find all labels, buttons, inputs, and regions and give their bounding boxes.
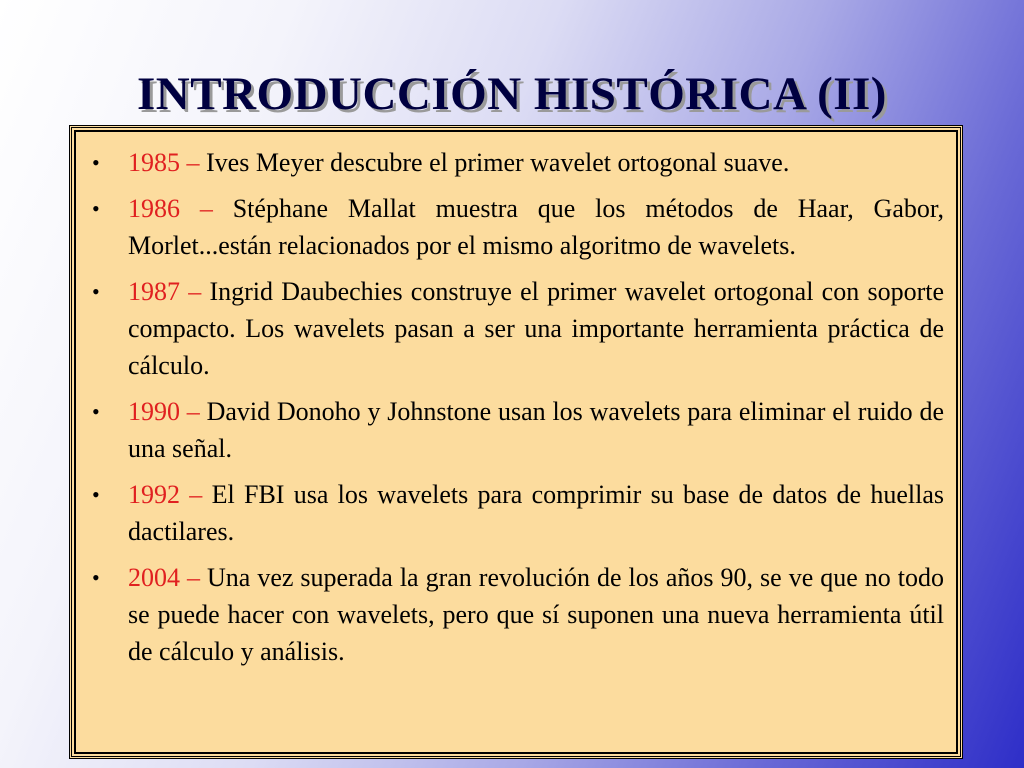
year-label: 1985 – xyxy=(128,148,200,177)
bullet-icon: • xyxy=(92,482,100,507)
bullet-icon: • xyxy=(92,279,100,304)
bullet-icon: • xyxy=(92,399,100,424)
year-label: 1986 – xyxy=(128,194,213,223)
item-text: Una vez superada la gran revolución de los años 90, se ve que no todo se puede hacer con wavelets, pero que sí suponen una nueva herramienta útil de cálculo y análisis. xyxy=(128,563,945,666)
item-text: Ives Meyer descubre el primer wavelet ortogonal suave. xyxy=(199,148,790,177)
item-text: Stéphane Mallat muestra que los métodos de Haar, Gabor, Morlet...están relacionados por el mismo algoritmo de wavelets. xyxy=(128,194,944,260)
bullet-icon: • xyxy=(92,196,100,221)
item-text: David Donoho y Johnstone usan los wavelets para eliminar el ruido de una señal. xyxy=(128,397,944,463)
item-text: Ingrid Daubechies construye el primer wavelet ortogonal con soporte compacto. Los wavelets pasan a ser una importante herramienta práctica de cálculo. xyxy=(128,277,944,380)
item-text: El FBI usa los wavelets para comprimir su base de datos de huellas dactilares. xyxy=(128,480,944,546)
content-box xyxy=(74,130,958,754)
list-item xyxy=(76,190,944,264)
year-label: 1990 – xyxy=(128,397,200,426)
bullet-icon: • xyxy=(92,565,100,590)
list-item xyxy=(76,559,944,670)
bullet-list xyxy=(76,132,956,670)
list-item xyxy=(76,393,944,467)
slide-title: INTRODUCCIÓN HISTÓRICA (II) xyxy=(137,68,887,120)
year-label: 2004 – xyxy=(128,563,201,592)
list-item xyxy=(76,273,944,384)
year-label: 1987 – xyxy=(128,277,202,306)
list-item xyxy=(76,144,944,181)
bullet-icon: • xyxy=(92,150,100,175)
list-item xyxy=(76,476,944,550)
year-label: 1992 – xyxy=(128,480,203,509)
